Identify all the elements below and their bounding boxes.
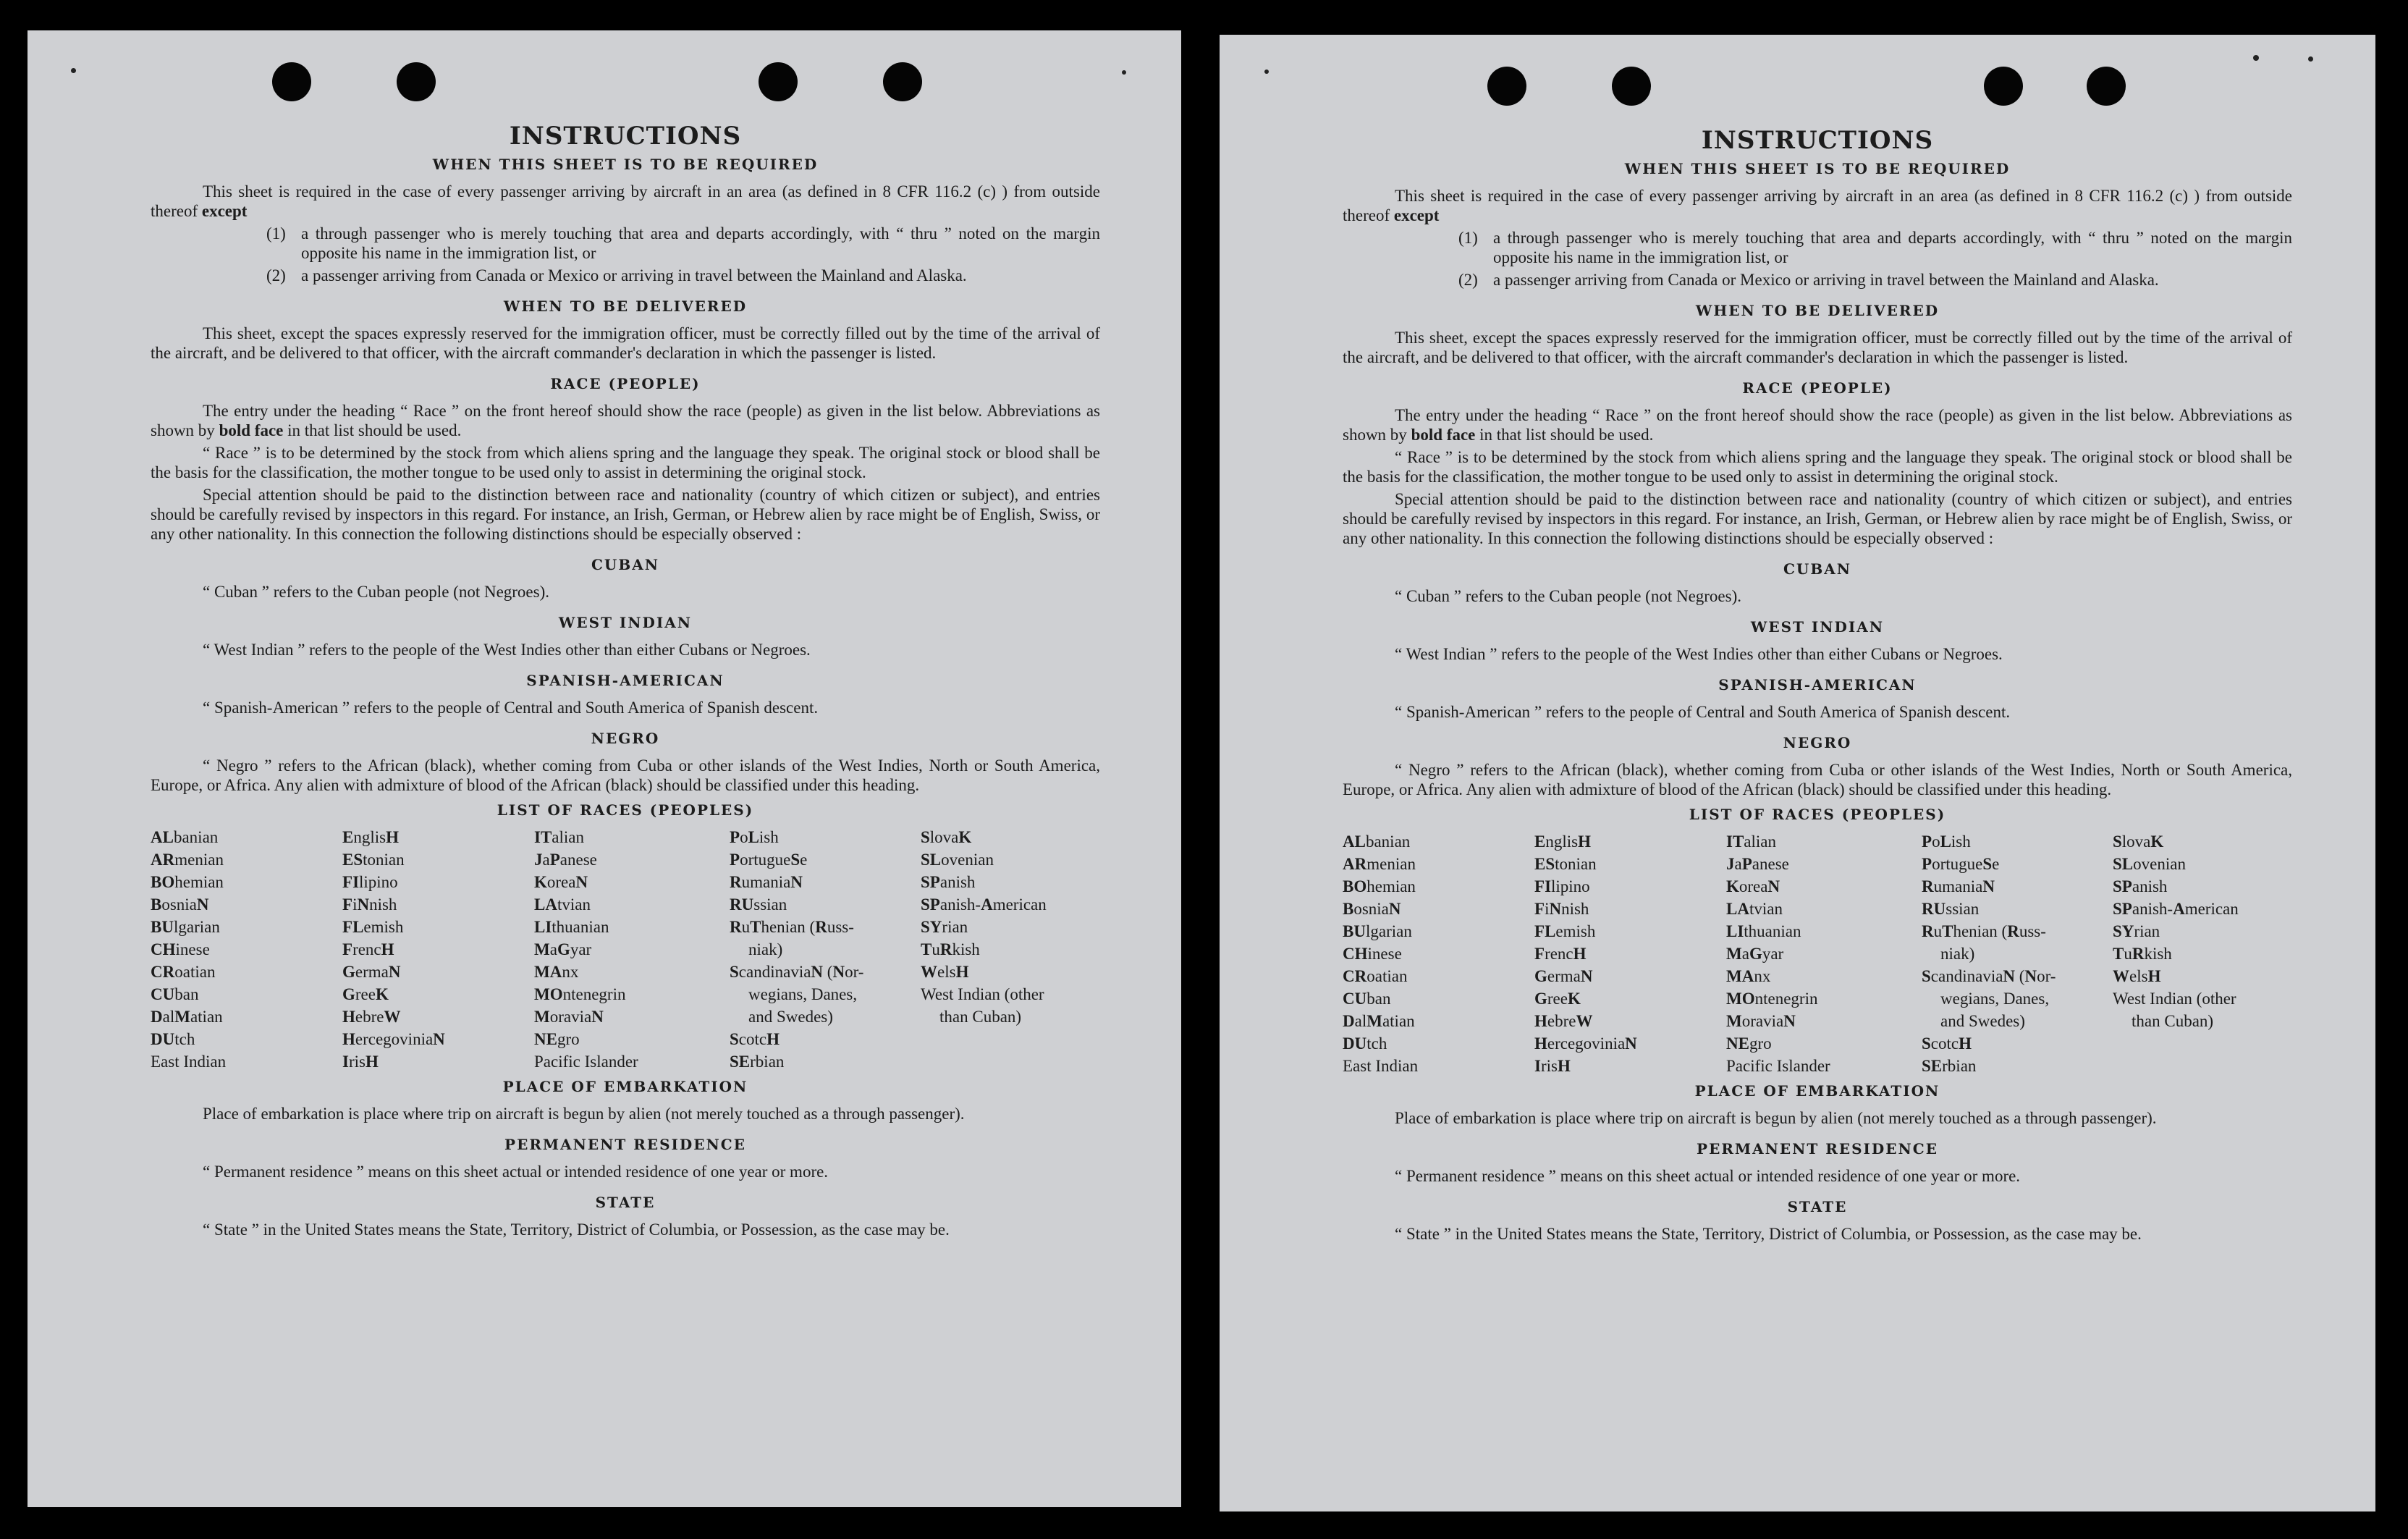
heading-west-indian: WEST INDIAN <box>558 614 693 631</box>
race-entry: BosniaN <box>1343 900 1401 918</box>
race-entry: MOntenegrin <box>534 985 626 1003</box>
paragraph: “ Cuban ” refers to the Cuban people (not Negroes). <box>203 583 550 601</box>
punch-hole <box>1984 67 2023 106</box>
paragraph: “ State ” in the United States means the State, Territory, District of Columbia, or Possession, as the case may be. <box>1395 1225 2142 1243</box>
heading-spanish-american: SPANISH-AMERICAN <box>526 672 724 689</box>
race-entry: LAtvian <box>1726 900 1783 918</box>
paragraph: This sheet, except the spaces expressly reserved for the immigration officer, must be correctly filled out by the time of the arrival of the aircraft, and be delivered to that officer, with the aircraft commander's declaration in which the passenger is listed. <box>1343 329 2292 366</box>
race-entry: Pacific Islander <box>1726 1057 1830 1075</box>
list-item: (2) a passenger arriving from Canada or Mexico or arriving in travel between the Mainland and Alaska. <box>1458 271 2159 289</box>
paragraph: “ Negro ” refers to the African (black), whether coming from Cuba or other islands of the West Indies, North or South America, Europe, or Africa. Any alien with admixture of blood of the African (black) should be classified under this heading. <box>1343 761 2292 798</box>
race-entry: NEgro <box>534 1030 580 1048</box>
race-entry: LIthuanian <box>1726 922 1801 940</box>
race-column <box>1534 830 1726 1077</box>
race-entry: than Cuban) <box>939 1008 1022 1026</box>
race-entry: HebreW <box>1534 1012 1593 1030</box>
race-entry: FiNnish <box>342 895 397 914</box>
race-list <box>1343 830 2292 1077</box>
paragraph: This sheet is required in the case of every passenger arriving by aircraft in an area (as defined in 8 CFR 116.2 (c) ) from outside thereof except <box>151 182 1100 220</box>
punch-hole <box>1487 67 1526 106</box>
race-entry: SPanish <box>2113 877 2168 895</box>
paragraph: “ Spanish-American ” refers to the people of Central and South America of Spanish descent. <box>1395 703 2011 721</box>
heading-race: RACE (PEOPLE) <box>550 375 701 392</box>
paragraph: “ Permanent residence ” means on this sheet actual or intended residence of one year or more. <box>1395 1167 2021 1185</box>
race-entry: LAtvian <box>534 895 591 914</box>
race-entry: GreeK <box>1534 990 1581 1008</box>
heading-delivered: WHEN TO BE DELIVERED <box>503 298 748 315</box>
paragraph: This sheet is required in the case of every passenger arriving by aircraft in an area (as defined in 8 CFR 116.2 (c) ) from outside thereof except <box>1343 187 2292 224</box>
race-entry: SlovaK <box>2113 832 2164 851</box>
race-entry: SErbian <box>730 1053 785 1071</box>
heading-required: WHEN THIS SHEET IS TO BE REQUIRED <box>432 156 819 173</box>
race-entry: East Indian <box>151 1053 227 1071</box>
race-entry: RUssian <box>730 895 787 914</box>
heading-west-indian: WEST INDIAN <box>1750 618 1885 636</box>
punch-hole <box>883 62 922 101</box>
document-page-left <box>28 30 1181 1507</box>
race-entry: BUlgarian <box>151 918 220 936</box>
race-entry: DUtch <box>151 1030 195 1048</box>
race-entry: SYrian <box>921 918 968 936</box>
paragraph: “ Race ” is to be determined by the stock from which aliens spring and the language they speak. The original stock or blood shall be the basis for the classification, the mother tongue to be used only to assist in determining the original stock. <box>151 444 1100 481</box>
punch-hole <box>759 62 798 101</box>
heading-embarkation: PLACE OF EMBARKATION <box>502 1078 748 1095</box>
race-entry: IrisH <box>342 1053 379 1071</box>
punch-hole <box>272 62 311 101</box>
race-entry: MaGyar <box>534 940 592 958</box>
race-entry: EnglisH <box>1534 832 1591 851</box>
race-entry: DUtch <box>1343 1034 1387 1053</box>
race-entry: ScotcH <box>730 1030 780 1048</box>
race-entry: RumaniaN <box>730 873 803 891</box>
race-entry: MoraviaN <box>534 1008 604 1026</box>
race-entry: PortugueSe <box>730 851 808 869</box>
race-entry: PoLish <box>730 828 779 846</box>
heading-residence: PERMANENT RESIDENCE <box>504 1136 746 1153</box>
paragraph: “ Permanent residence ” means on this sheet actual or intended residence of one year or more. <box>203 1163 829 1181</box>
race-entry: FIlipino <box>342 873 398 891</box>
race-entry: ALbanian <box>1343 832 1411 851</box>
race-entry: HercegoviniaN <box>1534 1034 1637 1053</box>
race-entry: ScandinaviaN (Nor- <box>730 963 864 981</box>
paragraph: The entry under the heading “ Race ” on the front hereof should show the race (people) as given in the list below. Abbreviations as shown by bold face in that list should be used. <box>1343 406 2292 444</box>
page-title: INSTRUCTIONS <box>1701 126 1934 155</box>
race-entry: SPanish-American <box>921 895 1047 914</box>
paragraph: “ Spanish-American ” refers to the people of Central and South America of Spanish descent. <box>203 699 819 717</box>
paragraph: “ State ” in the United States means the State, Territory, District of Columbia, or Possession, as the case may be. <box>203 1220 950 1239</box>
race-entry: CHinese <box>1343 945 1402 963</box>
speck <box>2253 55 2259 61</box>
race-entry: East Indian <box>1343 1057 1419 1075</box>
race-entry: MAnx <box>534 963 579 981</box>
race-entry: DalMatian <box>1343 1012 1415 1030</box>
race-entry: BUlgarian <box>1343 922 1412 940</box>
race-entry: WelsH <box>2113 967 2161 985</box>
heading-state: STATE <box>595 1194 656 1211</box>
race-entry: ScotcH <box>1922 1034 1972 1053</box>
race-entry: MAnx <box>1726 967 1771 985</box>
list-item: (1) a through passenger who is merely touching that area and departs accordingly, with “ thru ” noted on the margin opposite his name in the immigration list, or <box>266 224 1100 262</box>
race-entry: CUban <box>151 985 199 1003</box>
race-entry: FrencH <box>342 940 394 958</box>
heading-spanish-american: SPANISH-AMERICAN <box>1718 676 1917 693</box>
race-entry: EStonian <box>1534 855 1597 873</box>
race-column <box>151 826 342 1073</box>
race-entry: ARmenian <box>1343 855 1416 873</box>
race-entry: SYrian <box>2113 922 2160 940</box>
race-entry: RuThenian (Russ- <box>1922 922 2046 940</box>
heading-negro: NEGRO <box>591 730 660 747</box>
race-entry: FLemish <box>342 918 404 936</box>
race-entry: HercegoviniaN <box>342 1030 445 1048</box>
race-entry: FIlipino <box>1534 877 1590 895</box>
paragraph: The entry under the heading “ Race ” on the front hereof should show the race (people) as given in the list below. Abbreviations as shown by bold face in that list should be used. <box>151 402 1100 439</box>
heading-race: RACE (PEOPLE) <box>1742 379 1893 397</box>
race-entry: GermaN <box>342 963 401 981</box>
race-entry: BOhemian <box>151 873 224 891</box>
race-column <box>534 826 730 1073</box>
race-entry: CHinese <box>151 940 210 958</box>
race-entry: IrisH <box>1534 1057 1571 1075</box>
race-entry: than Cuban) <box>2132 1012 2214 1030</box>
race-entry: JaPanese <box>1726 855 1789 873</box>
paragraph: “ Race ” is to be determined by the stock from which aliens spring and the language they speak. The original stock or blood shall be the basis for the classification, the mother tongue to be used only to assist in determining the original stock. <box>1343 448 2292 486</box>
paragraph: “ Cuban ” refers to the Cuban people (not Negroes). <box>1395 587 1742 605</box>
race-entry: CRoatian <box>151 963 216 981</box>
paragraph: Place of embarkation is place where trip on aircraft is begun by alien (not merely touched as a through passenger). <box>203 1105 965 1123</box>
race-entry: Pacific Islander <box>534 1053 638 1071</box>
race-entry: WelsH <box>921 963 969 981</box>
paragraph: “ West Indian ” refers to the people of the West Indies other than either Cubans or Negroes. <box>203 641 811 659</box>
race-entry: GermaN <box>1534 967 1593 985</box>
race-entry: niak) <box>748 940 783 958</box>
paragraph: “ Negro ” refers to the African (black), whether coming from Cuba or other islands of the West Indies, North or South America, Europe, or Africa. Any alien with admixture of blood of the African (black) should be classified under this heading. <box>151 756 1100 794</box>
heading-cuban: CUBAN <box>1783 560 1852 578</box>
race-entry: SPanish <box>921 873 976 891</box>
race-column <box>2113 830 2286 1077</box>
race-entry: ITalian <box>534 828 584 846</box>
race-entry: EStonian <box>342 851 405 869</box>
instructions-content <box>1343 126 2292 1247</box>
heading-list-of-races: LIST OF RACES (PEOPLES) <box>497 801 754 819</box>
race-entry: wegians, Danes, <box>1940 990 2050 1008</box>
race-entry: SErbian <box>1922 1057 1977 1075</box>
race-entry: MaGyar <box>1726 945 1784 963</box>
punch-hole <box>1612 67 1651 106</box>
race-entry: CRoatian <box>1343 967 1408 985</box>
race-entry: SLovenian <box>2113 855 2186 873</box>
race-column <box>921 826 1094 1073</box>
race-entry: DalMatian <box>151 1008 223 1026</box>
race-entry: MOntenegrin <box>1726 990 1818 1008</box>
heading-residence: PERMANENT RESIDENCE <box>1697 1140 1938 1158</box>
race-entry: RumaniaN <box>1922 877 1995 895</box>
race-entry: ITalian <box>1726 832 1776 851</box>
race-entry: SlovaK <box>921 828 972 846</box>
race-entry: ALbanian <box>151 828 219 846</box>
race-entry: PortugueSe <box>1922 855 2000 873</box>
race-entry: PoLish <box>1922 832 1971 851</box>
race-entry: LIthuanian <box>534 918 609 936</box>
race-column <box>1726 830 1922 1077</box>
race-entry: TuRkish <box>921 940 980 958</box>
race-list <box>151 826 1100 1073</box>
heading-embarkation: PLACE OF EMBARKATION <box>1694 1082 1940 1100</box>
race-entry: BOhemian <box>1343 877 1416 895</box>
race-entry: CUban <box>1343 990 1391 1008</box>
instructions-content <box>151 122 1100 1242</box>
race-column <box>1343 830 1534 1077</box>
paragraph: Special attention should be paid to the distinction between race and nationality (country of which citizen or subject), and entries should be carefully revised by inspectors in this regard. For instance, an Irish, German, or Hebrew alien by race might be of English, Swiss, or any other nationality. In this connection the following distinctions should be especially observed : <box>1343 490 2292 547</box>
punch-hole <box>397 62 436 101</box>
speck <box>71 68 76 73</box>
race-entry: KoreaN <box>1726 877 1780 895</box>
paragraph: Special attention should be paid to the distinction between race and nationality (country of which citizen or subject), and entries should be carefully revised by inspectors in this regard. For instance, an Irish, German, or Hebrew alien by race might be of English, Swiss, or any other nationality. In this connection the following distinctions should be especially observed : <box>151 486 1100 543</box>
list-item: (2) a passenger arriving from Canada or Mexico or arriving in travel between the Mainland and Alaska. <box>266 266 967 284</box>
race-column <box>1922 830 2113 1077</box>
list-item: (1) a through passenger who is merely touching that area and departs accordingly, with “ thru ” noted on the margin opposite his name in the immigration list, or <box>1458 229 2292 266</box>
paragraph: Place of embarkation is place where trip on aircraft is begun by alien (not merely touched as a through passenger). <box>1395 1109 2157 1127</box>
heading-cuban: CUBAN <box>591 556 660 573</box>
race-entry: KoreaN <box>534 873 588 891</box>
race-entry: West Indian (other <box>2113 990 2236 1008</box>
speck <box>1264 69 1269 74</box>
race-entry: SPanish-American <box>2113 900 2239 918</box>
paragraph: This sheet, except the spaces expressly reserved for the immigration officer, must be correctly filled out by the time of the arrival of the aircraft, and be delivered to that officer, with the aircraft commander's declaration in which the passenger is listed. <box>151 324 1100 362</box>
page-title: INSTRUCTIONS <box>509 122 742 151</box>
speck <box>1122 70 1126 75</box>
race-entry: and Swedes) <box>1940 1012 2025 1030</box>
race-entry: FrencH <box>1534 945 1587 963</box>
race-entry: ScandinaviaN (Nor- <box>1922 967 2056 985</box>
race-entry: MoraviaN <box>1726 1012 1796 1030</box>
race-entry: NEgro <box>1726 1034 1772 1053</box>
document-page-right <box>1220 35 2375 1511</box>
paragraph: “ West Indian ” refers to the people of the West Indies other than either Cubans or Negroes. <box>1395 645 2003 663</box>
race-entry: and Swedes) <box>748 1008 833 1026</box>
race-entry: ARmenian <box>151 851 224 869</box>
race-entry: West Indian (other <box>921 985 1044 1003</box>
race-entry: FiNnish <box>1534 900 1589 918</box>
race-entry: FLemish <box>1534 922 1596 940</box>
speck <box>2308 56 2313 62</box>
heading-state: STATE <box>1787 1198 1848 1215</box>
race-entry: HebreW <box>342 1008 401 1026</box>
race-entry: wegians, Danes, <box>748 985 858 1003</box>
race-entry: RuThenian (Russ- <box>730 918 854 936</box>
race-column <box>730 826 921 1073</box>
race-entry: JaPanese <box>534 851 597 869</box>
race-entry: BosniaN <box>151 895 209 914</box>
race-entry: EnglisH <box>342 828 399 846</box>
race-entry: GreeK <box>342 985 389 1003</box>
race-entry: RUssian <box>1922 900 1980 918</box>
race-entry: SLovenian <box>921 851 994 869</box>
heading-required: WHEN THIS SHEET IS TO BE REQUIRED <box>1624 160 2011 177</box>
heading-delivered: WHEN TO BE DELIVERED <box>1695 302 1940 319</box>
heading-negro: NEGRO <box>1783 734 1852 751</box>
punch-hole <box>2087 67 2126 106</box>
heading-list-of-races: LIST OF RACES (PEOPLES) <box>1689 806 1946 823</box>
race-entry: TuRkish <box>2113 945 2172 963</box>
race-column <box>342 826 534 1073</box>
race-entry: niak) <box>1940 945 1975 963</box>
